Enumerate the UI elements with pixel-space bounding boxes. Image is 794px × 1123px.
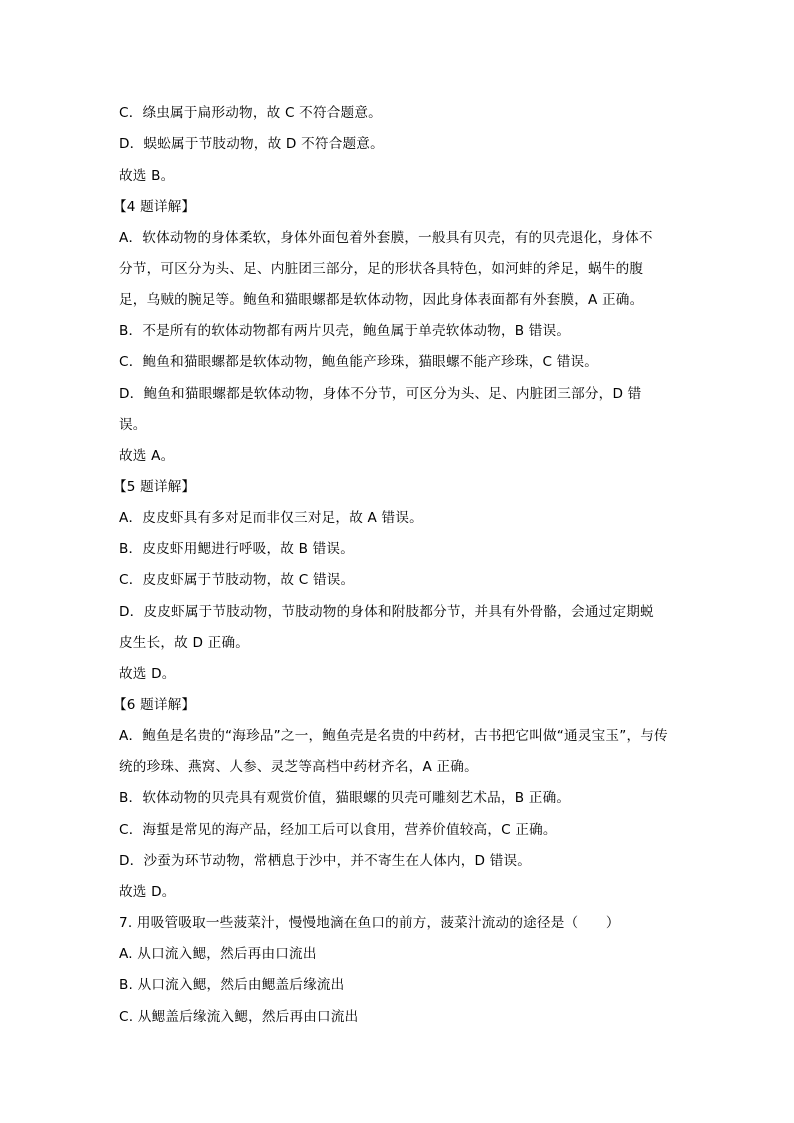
q5-option-b: B．皮皮虾用鳃进行呼吸，故 B 错误。 [119,541,354,557]
q4-option-d-line-2: 误。 [119,417,147,433]
q6-option-b: B．软体动物的贝壳具有观赏价值，猫眼螺的贝壳可雕刻艺术品，B 正确。 [119,790,571,806]
q6-option-c: C．海蜇是常见的海产品，经加工后可以食用，营养价值较高，C 正确。 [119,822,557,838]
q7-option-b: B. 从口流入鳃，然后由鳃盖后缘流出 [119,977,345,993]
answer-choice-5: 故选 D。 [119,666,176,682]
q5-option-d-line-1: D．皮皮虾属于节肢动物，节肢动物的身体和附肢都分节，并具有外骨骼，会通过定期蜕 [119,604,654,620]
q4-option-b: B．不是所有的软体动物都有两片贝壳，鲍鱼属于单壳软体动物，B 错误。 [119,323,571,339]
q4-option-c: C．鲍鱼和猫眼螺都是软体动物，鲍鱼能产珍珠，猫眼螺不能产珍珠，C 错误。 [119,354,599,370]
q4-option-d-line-1: D．鲍鱼和猫眼螺都是软体动物，身体不分节，可区分为头、足、内脏团三部分，D 错 [119,386,642,402]
q5-option-a: A．皮皮虾具有多对足而非仅三对足，故 A 错误。 [119,510,423,526]
q4-option-a-line-1: A．软体动物的身体柔软，身体外面包着外套膜，一般具有贝壳，有的贝壳退化，身体不 [119,230,653,246]
q5-option-d-line-2: 皮生长，故 D 正确。 [119,635,250,651]
answer-choice-3: 故选 B。 [119,168,175,184]
q7-option-a: A. 从口流入鳃，然后再由口流出 [119,946,317,962]
answer-line-d-centipede: D．蜈蚣属于节肢动物，故 D 不符合题意。 [119,136,384,152]
answer-line-c-tapeworm: C．绦虫属于扁形动物，故 C 不符合题意。 [119,105,382,121]
q4-option-a-line-2: 分节，可区分为头、足、内脏团三部分，足的形状各具特色，如河蚌的斧足，蜗牛的腹 [119,261,644,277]
section-heading-q6: 【6 题详解】 [113,697,196,713]
q7-option-c: C. 从鳃盖后缘流入鳃，然后再由口流出 [119,1009,359,1025]
section-heading-q4: 【4 题详解】 [113,199,196,215]
answer-choice-6: 故选 D。 [119,884,176,900]
answer-choice-4: 故选 A。 [119,448,175,464]
question-7-stem: 7. 用吸管吸取一些菠菜汁，慢慢地滴在鱼口的前方，菠菜汁流动的途径是（ ） [119,915,620,931]
q6-option-a-line-2: 统的珍珠、燕窝、人参、灵芝等高档中药材齐名，A 正确。 [119,759,478,775]
q6-option-a-line-1: A．鲍鱼是名贵的“海珍品”之一，鲍鱼壳是名贵的中药材，古书把它叫做“通灵宝玉”，与传 [119,728,668,744]
q6-option-d: D．沙蚕为环节动物，常栖息于沙中，并不寄生在人体内，D 错误。 [119,853,532,869]
q4-option-a-line-3: 足，乌贼的腕足等。鲍鱼和猫眼螺都是软体动物，因此身体表面都有外套膜，A 正确。 [119,292,644,308]
section-heading-q5: 【5 题详解】 [113,479,196,495]
q5-option-c: C．皮皮虾属于节肢动物，故 C 错误。 [119,572,355,588]
